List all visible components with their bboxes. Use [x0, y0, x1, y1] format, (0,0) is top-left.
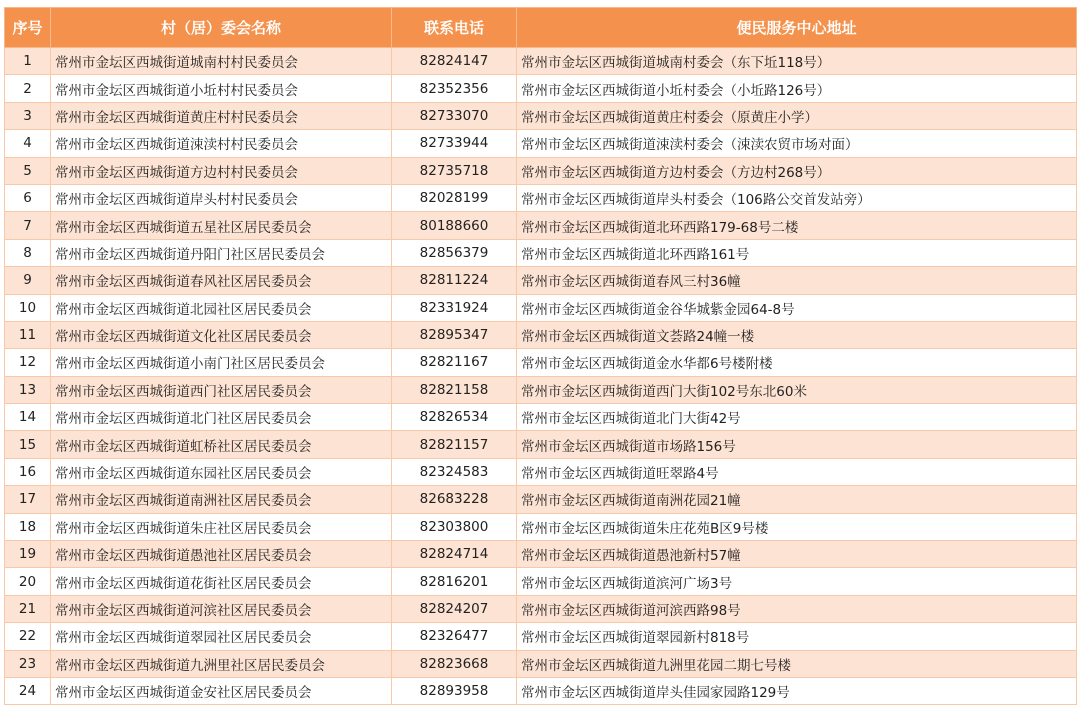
table-row — [5, 102, 1077, 129]
row-seq-cell: 12 — [5, 349, 51, 376]
table-row — [5, 294, 1077, 321]
row-name-cell: 常州市金坛区西城街道黄庄村村民委员会 — [51, 102, 392, 129]
row-phone-cell: 82821158 — [392, 376, 517, 403]
table-row — [5, 568, 1077, 595]
header-phone: 联系电话 — [392, 8, 517, 48]
row-address-cell: 常州市金坛区西城街道岸头佳园家园路129号 — [517, 677, 1077, 704]
row-address-cell: 常州市金坛区西城街道南洲花园21幢 — [517, 486, 1077, 513]
row-address-cell: 常州市金坛区西城街道翠园新村818号 — [517, 623, 1077, 650]
table-row — [5, 677, 1077, 704]
row-seq-cell: 22 — [5, 623, 51, 650]
row-address-cell: 常州市金坛区西城街道黄庄村委会（原黄庄小学） — [517, 102, 1077, 129]
row-name-cell: 常州市金坛区西城街道河滨社区居民委员会 — [51, 595, 392, 622]
contact-table — [4, 7, 1077, 705]
table-row — [5, 376, 1077, 403]
row-address-cell: 常州市金坛区西城街道旺翠路4号 — [517, 458, 1077, 485]
row-address-cell: 常州市金坛区西城街道滨河广场3号 — [517, 568, 1077, 595]
header-name: 村（居）委会名称 — [51, 8, 392, 48]
row-phone-cell: 82811224 — [392, 267, 517, 294]
row-seq-cell: 6 — [5, 184, 51, 211]
table-row — [5, 212, 1077, 239]
row-name-cell: 常州市金坛区西城街道小坵村村民委员会 — [51, 75, 392, 102]
header-seq: 序号 — [5, 8, 51, 48]
row-seq-cell: 16 — [5, 458, 51, 485]
row-address-cell: 常州市金坛区西城街道愚池新村57幢 — [517, 541, 1077, 568]
row-address-cell: 常州市金坛区西城街道西门大街102号东北60米 — [517, 376, 1077, 403]
row-name-cell: 常州市金坛区西城街道小南门社区居民委员会 — [51, 349, 392, 376]
row-name-cell: 常州市金坛区西城街道九洲里社区居民委员会 — [51, 650, 392, 677]
row-phone-cell: 82733944 — [392, 130, 517, 157]
row-name-cell: 常州市金坛区西城街道文化社区居民委员会 — [51, 321, 392, 348]
row-name-cell: 常州市金坛区西城街道岸头村村民委员会 — [51, 184, 392, 211]
row-address-cell: 常州市金坛区西城街道城南村委会（东下坵118号） — [517, 48, 1077, 75]
row-name-cell: 常州市金坛区西城街道北门社区居民委员会 — [51, 404, 392, 431]
table-row — [5, 541, 1077, 568]
row-phone-cell: 82331924 — [392, 294, 517, 321]
row-seq-cell: 8 — [5, 239, 51, 266]
header-address: 便民服务中心地址 — [517, 8, 1077, 48]
row-address-cell: 常州市金坛区西城街道市场路156号 — [517, 431, 1077, 458]
row-address-cell: 常州市金坛区西城街道北门大街42号 — [517, 404, 1077, 431]
row-name-cell: 常州市金坛区西城街道北园社区居民委员会 — [51, 294, 392, 321]
row-seq-cell: 17 — [5, 486, 51, 513]
row-name-cell: 常州市金坛区西城街道翠园社区居民委员会 — [51, 623, 392, 650]
table-row — [5, 184, 1077, 211]
table-row — [5, 486, 1077, 513]
row-seq-cell: 11 — [5, 321, 51, 348]
row-name-cell: 常州市金坛区西城街道虹桥社区居民委员会 — [51, 431, 392, 458]
row-name-cell: 常州市金坛区西城街道花街社区居民委员会 — [51, 568, 392, 595]
row-seq-cell: 19 — [5, 541, 51, 568]
row-seq-cell: 14 — [5, 404, 51, 431]
table-row — [5, 404, 1077, 431]
table-row — [5, 458, 1077, 485]
row-address-cell: 常州市金坛区西城街道文荟路24幢一楼 — [517, 321, 1077, 348]
table-row — [5, 75, 1077, 102]
row-phone-cell: 82352356 — [392, 75, 517, 102]
row-name-cell: 常州市金坛区西城街道方边村村民委员会 — [51, 157, 392, 184]
row-address-cell: 常州市金坛区西城街道金水华都6号楼附楼 — [517, 349, 1077, 376]
row-seq-cell: 21 — [5, 595, 51, 622]
row-phone-cell: 82816201 — [392, 568, 517, 595]
row-name-cell: 常州市金坛区西城街道东园社区居民委员会 — [51, 458, 392, 485]
row-seq-cell: 23 — [5, 650, 51, 677]
row-phone-cell: 82893958 — [392, 677, 517, 704]
row-seq-cell: 20 — [5, 568, 51, 595]
row-phone-cell: 82895347 — [392, 321, 517, 348]
row-address-cell: 常州市金坛区西城街道方边村委会（方边村268号） — [517, 157, 1077, 184]
header-row — [5, 8, 1077, 48]
row-name-cell: 常州市金坛区西城街道涑渎村村民委员会 — [51, 130, 392, 157]
row-name-cell: 常州市金坛区西城街道愚池社区居民委员会 — [51, 541, 392, 568]
row-seq-cell: 7 — [5, 212, 51, 239]
table-row — [5, 595, 1077, 622]
table-row — [5, 130, 1077, 157]
table-body — [5, 48, 1077, 705]
row-seq-cell: 4 — [5, 130, 51, 157]
table-row — [5, 321, 1077, 348]
row-phone-cell: 82326477 — [392, 623, 517, 650]
row-seq-cell: 2 — [5, 75, 51, 102]
table-row — [5, 513, 1077, 540]
row-name-cell: 常州市金坛区西城街道春风社区居民委员会 — [51, 267, 392, 294]
row-phone-cell: 82821157 — [392, 431, 517, 458]
row-phone-cell: 82683228 — [392, 486, 517, 513]
row-seq-cell: 5 — [5, 157, 51, 184]
row-address-cell: 常州市金坛区西城街道岸头村委会（106路公交首发站旁） — [517, 184, 1077, 211]
table-row — [5, 157, 1077, 184]
table-row — [5, 267, 1077, 294]
table-row — [5, 650, 1077, 677]
row-address-cell: 常州市金坛区西城街道河滨西路98号 — [517, 595, 1077, 622]
row-address-cell: 常州市金坛区西城街道小坵村委会（小坵路126号） — [517, 75, 1077, 102]
table-row — [5, 431, 1077, 458]
row-phone-cell: 82824147 — [392, 48, 517, 75]
row-name-cell: 常州市金坛区西城街道丹阳门社区居民委员会 — [51, 239, 392, 266]
table-row — [5, 239, 1077, 266]
table-row — [5, 48, 1077, 75]
row-phone-cell: 82324583 — [392, 458, 517, 485]
row-phone-cell: 82735718 — [392, 157, 517, 184]
row-seq-cell: 10 — [5, 294, 51, 321]
row-address-cell: 常州市金坛区西城街道北环西路179-68号二楼 — [517, 212, 1077, 239]
row-seq-cell: 9 — [5, 267, 51, 294]
row-phone-cell: 82821167 — [392, 349, 517, 376]
row-name-cell: 常州市金坛区西城街道金安社区居民委员会 — [51, 677, 392, 704]
row-seq-cell: 3 — [5, 102, 51, 129]
row-address-cell: 常州市金坛区西城街道九洲里花园二期七号楼 — [517, 650, 1077, 677]
row-seq-cell: 18 — [5, 513, 51, 540]
row-address-cell: 常州市金坛区西城街道朱庄花苑B区9号楼 — [517, 513, 1077, 540]
row-seq-cell: 1 — [5, 48, 51, 75]
row-address-cell: 常州市金坛区西城街道金谷华城紫金园64-8号 — [517, 294, 1077, 321]
row-phone-cell: 82824207 — [392, 595, 517, 622]
table-row — [5, 623, 1077, 650]
row-phone-cell: 82303800 — [392, 513, 517, 540]
table-row — [5, 349, 1077, 376]
row-address-cell: 常州市金坛区西城街道春风三村36幢 — [517, 267, 1077, 294]
row-name-cell: 常州市金坛区西城街道西门社区居民委员会 — [51, 376, 392, 403]
row-phone-cell: 82826534 — [392, 404, 517, 431]
row-seq-cell: 24 — [5, 677, 51, 704]
contact-table-container — [4, 7, 1076, 705]
row-address-cell: 常州市金坛区西城街道北环西路161号 — [517, 239, 1077, 266]
row-name-cell: 常州市金坛区西城街道五星社区居民委员会 — [51, 212, 392, 239]
row-name-cell: 常州市金坛区西城街道城南村村民委员会 — [51, 48, 392, 75]
row-address-cell: 常州市金坛区西城街道涑渎村委会（涑渎农贸市场对面） — [517, 130, 1077, 157]
row-name-cell: 常州市金坛区西城街道南洲社区居民委员会 — [51, 486, 392, 513]
row-name-cell: 常州市金坛区西城街道朱庄社区居民委员会 — [51, 513, 392, 540]
row-phone-cell: 82028199 — [392, 184, 517, 211]
row-phone-cell: 82733070 — [392, 102, 517, 129]
row-phone-cell: 82823668 — [392, 650, 517, 677]
table-header — [5, 8, 1077, 48]
row-phone-cell: 82856379 — [392, 239, 517, 266]
row-seq-cell: 13 — [5, 376, 51, 403]
row-phone-cell: 82824714 — [392, 541, 517, 568]
row-phone-cell: 80188660 — [392, 212, 517, 239]
row-seq-cell: 15 — [5, 431, 51, 458]
